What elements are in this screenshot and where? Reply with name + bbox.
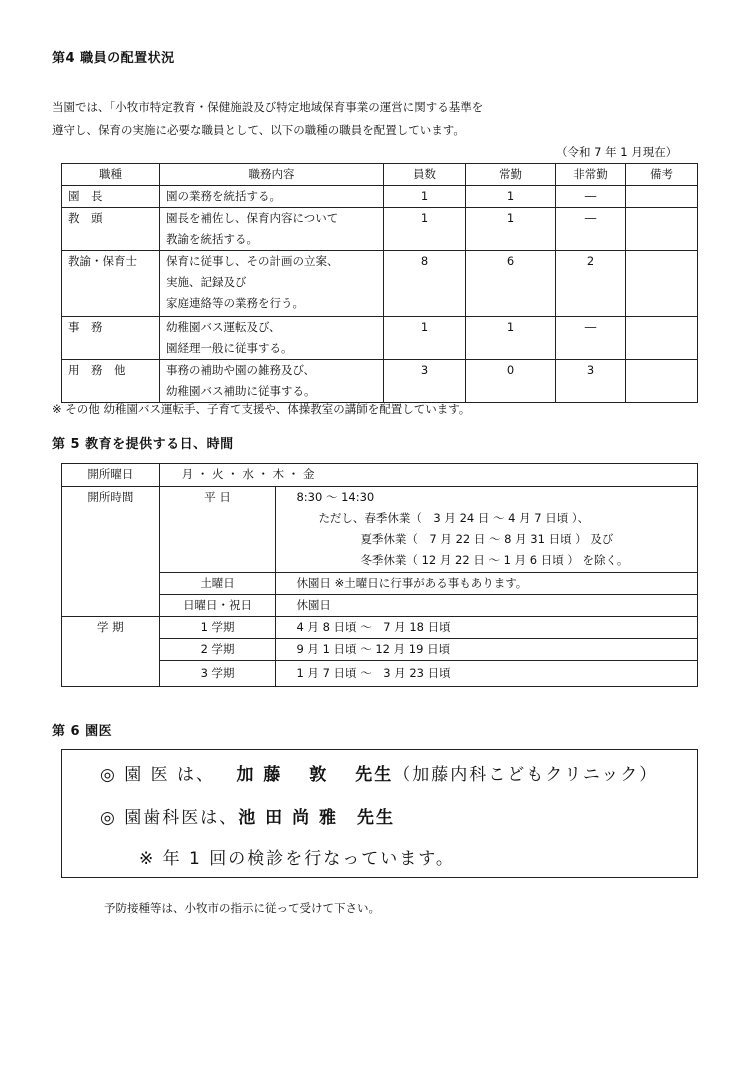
term-name: 3 学期 [159, 661, 276, 687]
parttime-cell: ― [556, 186, 626, 208]
duties-line: 園の業務を統括する。 [166, 189, 281, 203]
winter-break: 冬季休業（ 12 月 22 日 ～ 1 月 6 日頃 ） を除く。 [360, 553, 629, 567]
count-cell: 1 [384, 186, 466, 208]
duties-cell [160, 251, 384, 317]
duties-line: 教諭を統括する。 [166, 232, 258, 246]
note-cell [626, 186, 698, 208]
term-name: 2 学期 [159, 639, 276, 661]
duties-cell [160, 186, 384, 208]
table-row [62, 186, 698, 208]
section6-title: 第 6 園医 [52, 724, 113, 739]
dentist-name: 池 田 尚 雅 先生 [238, 808, 396, 828]
term-name: 1 学期 [159, 617, 276, 639]
role-cell: 事 務 [62, 317, 160, 360]
term-row [62, 617, 698, 639]
section4-intro-line-2: 遵守し、保育の実施に必要な職員として、以下の職種の職員を配置しています。 [52, 123, 465, 137]
table-row [62, 360, 698, 403]
fulltime-cell: 0 [466, 360, 556, 403]
note-cell [626, 317, 698, 360]
note-cell [626, 251, 698, 317]
header-note: 備考 [626, 164, 698, 186]
duties-cell [160, 360, 384, 403]
role-cell: 園 長 [62, 186, 160, 208]
weekday-label: 平 日 [159, 487, 276, 573]
saturday-label: 土曜日 [159, 573, 276, 595]
term-label: 学 期 [62, 617, 160, 687]
duties-line: 園経理一般に従事する。 [166, 341, 293, 355]
parttime-cell: ― [556, 317, 626, 360]
weekday-value [276, 487, 698, 573]
dentist-prefix: ◎ 園歯科医は、 [100, 808, 239, 828]
role-cell: 教諭・保育士 [62, 251, 160, 317]
duties-cell [160, 317, 384, 360]
doctor-prefix: ◎ 園 医 は、 [100, 765, 216, 785]
parttime-cell: 2 [556, 251, 626, 317]
duties-line: 事務の補助や園の雑務及び、 [166, 363, 316, 377]
weekday-row [62, 487, 698, 573]
staff-footnote: ※ その他 幼稚園バス運転手、子育て支援や、体操教室の講師を配置しています。 [52, 402, 471, 416]
header-parttime: 非常勤 [556, 164, 626, 186]
header-duties: 職務内容 [160, 164, 384, 186]
section4-title: 第4 職員の配置状況 [52, 51, 175, 66]
header-role: 職種 [62, 164, 160, 186]
doctor-line [100, 760, 658, 785]
table-row [62, 251, 698, 317]
duties-line: 実施、記録及び [166, 275, 247, 289]
duties-line: 幼稚園バス補助に従事する。 [166, 384, 316, 398]
header-fulltime: 常勤 [466, 164, 556, 186]
checkup-note: ※ 年 1 回の検診を行なっています。 [139, 849, 455, 869]
fulltime-cell: 1 [466, 186, 556, 208]
duties-line: 園長を補佐し、保育内容について [166, 211, 339, 225]
saturday-value: 休園日 ※土曜日に行事がある事もあります。 [276, 573, 698, 595]
duties-cell [160, 208, 384, 251]
doctor-clinic: （加藤内科こどもクリニック） [393, 765, 659, 785]
count-cell: 3 [384, 360, 466, 403]
table-row [62, 317, 698, 360]
schedule-table [61, 463, 698, 687]
parttime-cell: ― [556, 208, 626, 251]
role-cell: 教 頭 [62, 208, 160, 251]
as-of-date: （令和 7 年 1 月現在） [556, 145, 678, 159]
parttime-cell: 3 [556, 360, 626, 403]
role-cell: 用 務 他 [62, 360, 160, 403]
staff-table [61, 163, 698, 403]
count-cell: 1 [384, 317, 466, 360]
vaccination-note: 予防接種等は、小牧市の指示に従って受けて下さい。 [104, 901, 380, 915]
duties-line: 家庭連絡等の業務を行う。 [166, 296, 304, 310]
fulltime-cell: 1 [466, 317, 556, 360]
school-doctor-box [61, 749, 698, 878]
count-cell: 8 [384, 251, 466, 317]
weekday-hours: 8:30 ～ 14:30 [296, 490, 375, 504]
note-cell [626, 360, 698, 403]
summer-break: 夏季休業（ 7 月 22 日 ～ 8 月 31 日頃 ） 及び [360, 532, 614, 546]
dentist-line [100, 803, 395, 828]
sunday-value: 休園日 [276, 595, 698, 617]
table-row [62, 208, 698, 251]
open-days-row [62, 464, 698, 487]
sunday-label: 日曜日・祝日 [159, 595, 276, 617]
fulltime-cell: 6 [466, 251, 556, 317]
count-cell: 1 [384, 208, 466, 251]
term-dates: 4 月 8 日頃 ～ 7 月 18 日頃 [276, 617, 698, 639]
note-cell [626, 208, 698, 251]
fulltime-cell: 1 [466, 208, 556, 251]
open-days-value: 月 ・ 火 ・ 水 ・ 木 ・ 金 [159, 464, 697, 487]
open-hours-label: 開所時間 [62, 487, 160, 617]
doctor-name: 加 藤 敦 先生 [236, 765, 394, 785]
duties-line: 幼稚園バス運転及び、 [166, 320, 281, 334]
section5-title: 第 5 教育を提供する日、時間 [52, 437, 234, 452]
header-count: 員数 [384, 164, 466, 186]
spring-break: ただし、春季休業（ 3 月 24 日 ～ 4 月 7 日頃 ）、 [318, 511, 590, 525]
term-dates: 9 月 1 日頃 ～ 12 月 19 日頃 [276, 639, 698, 661]
term-dates: 1 月 7 日頃 ～ 3 月 23 日頃 [276, 661, 698, 687]
duties-line: 保育に従事し、その計画の立案、 [166, 254, 339, 268]
open-days-label: 開所曜日 [62, 464, 160, 487]
staff-table-header [62, 164, 698, 186]
section4-intro-line-1: 当園では、「小牧市特定教育・保健施設及び特定地域保育事業の運営に関する基準を [52, 100, 484, 114]
